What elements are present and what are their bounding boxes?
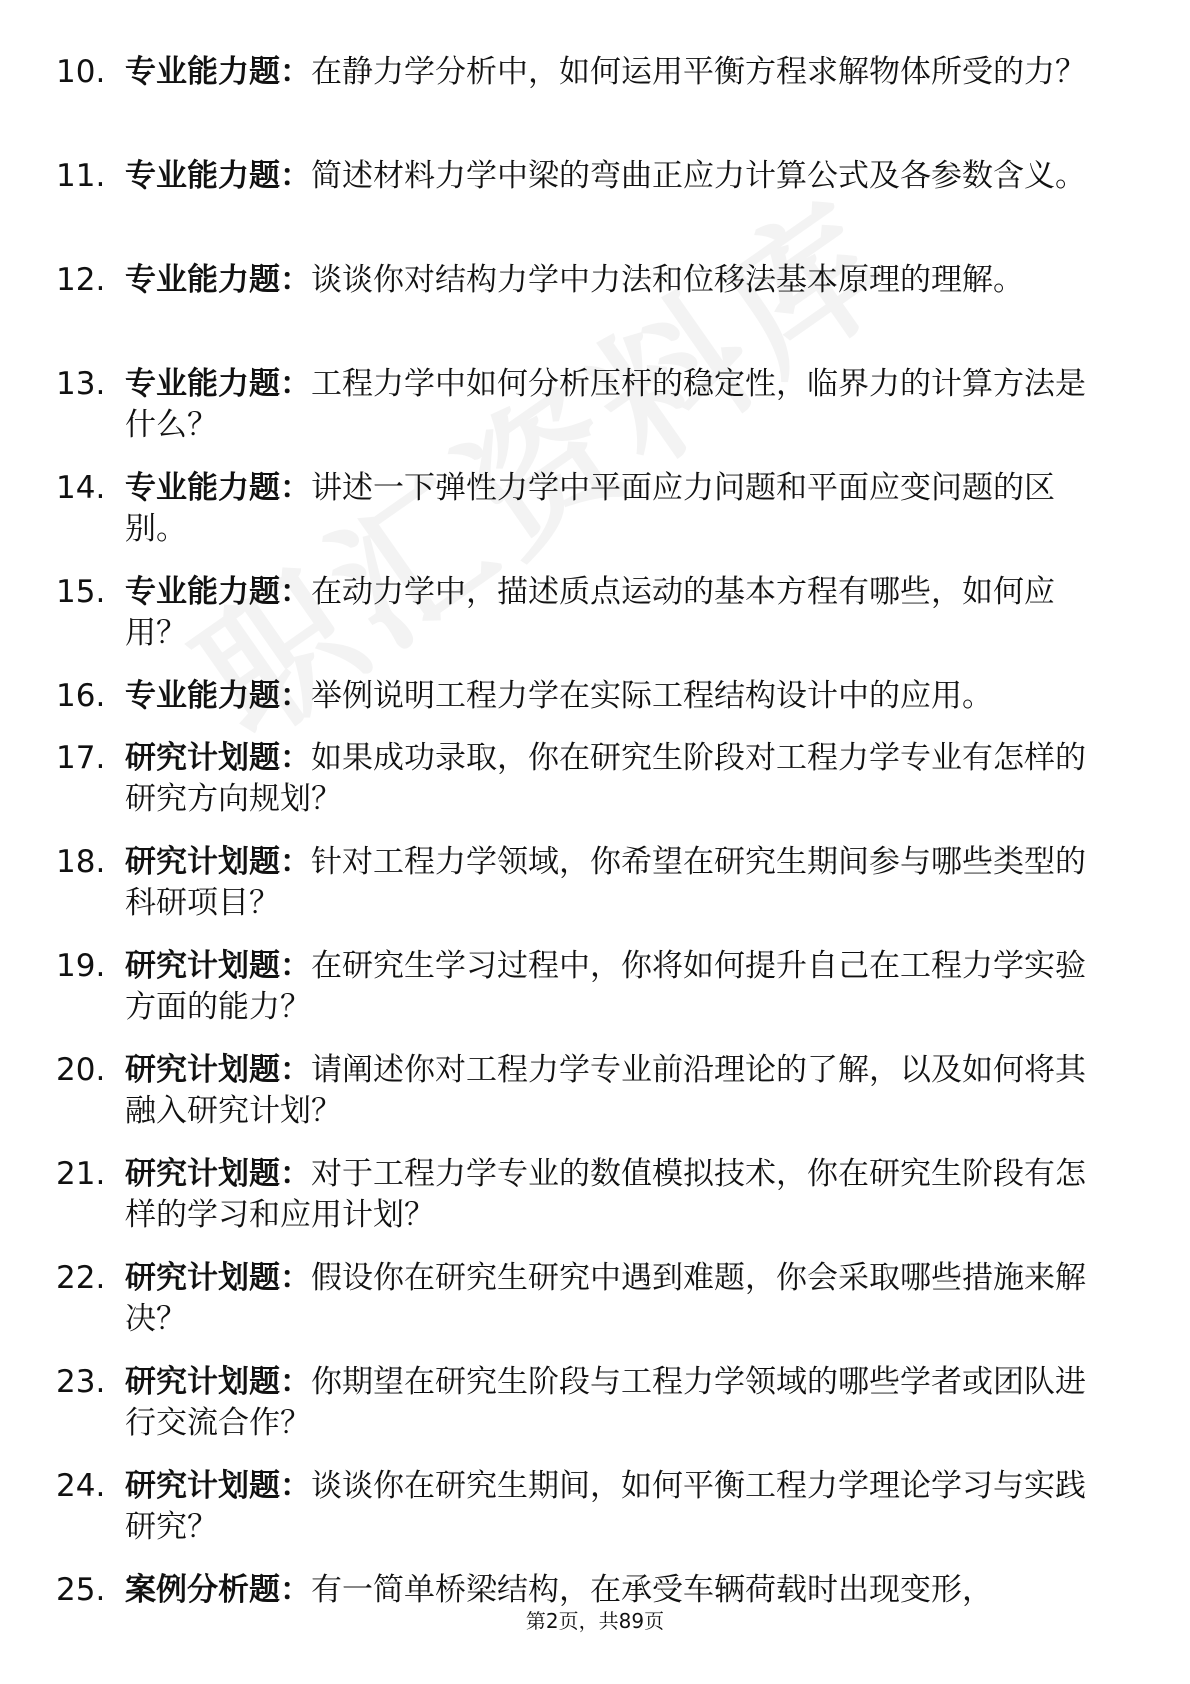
question-body: 在动力学中，描述质点运动的基本方程有哪些，如何应用？ (125, 574, 1055, 651)
question-category: 专业能力题： (125, 366, 311, 402)
question-item (0, 1362, 1190, 1466)
question-text (125, 1258, 1105, 1340)
question-number: 10. (56, 54, 106, 90)
question-body: 谈谈你在研究生期间，如何平衡工程力学理论学习与实践研究？ (125, 1468, 1086, 1545)
question-category: 专业能力题： (125, 678, 311, 714)
question-body: 在研究生学习过程中，你将如何提升自己在工程力学实验方面的能力？ (125, 948, 1086, 1025)
question-number: 14. (56, 470, 106, 506)
page-number-label: 第2页，共89页 (525, 1609, 665, 1633)
question-category: 研究计划题： (125, 1052, 311, 1088)
question-number: 12. (56, 262, 106, 298)
question-item (0, 156, 1190, 260)
question-list (0, 52, 1190, 1632)
question-number: 18. (56, 844, 106, 880)
question-number: 13. (56, 366, 106, 402)
question-number: 22. (56, 1260, 106, 1296)
question-text (125, 1050, 1105, 1132)
question-category: 案例分析题： (125, 1572, 311, 1608)
question-number: 17. (56, 740, 106, 776)
question-body: 如果成功录取，你在研究生阶段对工程力学专业有怎样的研究方向规划？ (125, 740, 1086, 817)
question-text (125, 1154, 1105, 1236)
question-item (0, 260, 1190, 364)
question-item (0, 946, 1190, 1050)
question-text (125, 364, 1105, 446)
question-number: 16. (56, 678, 106, 714)
question-text (125, 738, 1105, 820)
question-text (125, 156, 1105, 197)
question-text (125, 842, 1105, 924)
question-body: 在静力学分析中，如何运用平衡方程求解物体所受的力？ (311, 54, 1086, 90)
question-category: 研究计划题： (125, 844, 311, 880)
question-number: 11. (56, 158, 106, 194)
question-item (0, 468, 1190, 572)
question-text (125, 1466, 1105, 1548)
question-category: 专业能力题： (125, 262, 311, 298)
question-text (125, 946, 1105, 1028)
question-number: 19. (56, 948, 106, 984)
question-category: 研究计划题： (125, 1468, 311, 1504)
question-text (125, 572, 1105, 654)
question-body: 你期望在研究生阶段与工程力学领域的哪些学者或团队进行交流合作？ (125, 1364, 1086, 1441)
question-body: 请阐述你对工程力学专业前沿理论的了解，以及如何将其融入研究计划？ (125, 1052, 1086, 1129)
question-category: 研究计划题： (125, 1260, 311, 1296)
question-item (0, 364, 1190, 468)
question-body: 工程力学中如何分析压杆的稳定性，临界力的计算方法是什么？ (125, 366, 1086, 443)
question-body: 讲述一下弹性力学中平面应力问题和平面应变问题的区别。 (125, 470, 1055, 547)
question-category: 专业能力题： (125, 574, 311, 610)
question-body: 对于工程力学专业的数值模拟技术，你在研究生阶段有怎样的学习和应用计划？ (125, 1156, 1086, 1233)
question-body: 举例说明工程力学在实际工程结构设计中的应用。 (311, 678, 993, 714)
question-body: 谈谈你对结构力学中力法和位移法基本原理的理解。 (311, 262, 1024, 298)
question-item (0, 1258, 1190, 1362)
question-text (125, 1570, 1105, 1611)
question-body: 有一简单桥梁结构，在承受车辆荷载时出现变形， (311, 1572, 993, 1608)
question-category: 专业能力题： (125, 470, 311, 506)
question-body: 假设你在研究生研究中遇到难题，你会采取哪些措施来解决？ (125, 1260, 1086, 1337)
question-number: 20. (56, 1052, 106, 1088)
question-body: 针对工程力学领域，你希望在研究生期间参与哪些类型的科研项目？ (125, 844, 1086, 921)
question-text (125, 676, 1105, 717)
question-item (0, 842, 1190, 946)
question-item (0, 1050, 1190, 1154)
question-item (0, 738, 1190, 842)
question-text (125, 468, 1105, 550)
question-item (0, 1466, 1190, 1570)
page-footer (0, 1608, 1190, 1634)
question-category: 研究计划题： (125, 1156, 311, 1192)
question-item (0, 52, 1190, 156)
question-category: 专业能力题： (125, 158, 311, 194)
question-number: 23. (56, 1364, 106, 1400)
question-text (125, 52, 1105, 93)
question-item (0, 1154, 1190, 1258)
question-category: 研究计划题： (125, 948, 311, 984)
question-category: 研究计划题： (125, 1364, 311, 1400)
question-item (0, 572, 1190, 676)
question-text (125, 1362, 1105, 1444)
question-number: 21. (56, 1156, 106, 1192)
question-category: 研究计划题： (125, 740, 311, 776)
question-item (0, 676, 1190, 738)
question-number: 15. (56, 574, 106, 610)
question-number: 25. (56, 1572, 106, 1608)
question-body: 简述材料力学中梁的弯曲正应力计算公式及各参数含义。 (311, 158, 1086, 194)
question-category: 专业能力题： (125, 54, 311, 90)
question-number: 24. (56, 1468, 106, 1504)
question-text (125, 260, 1105, 301)
